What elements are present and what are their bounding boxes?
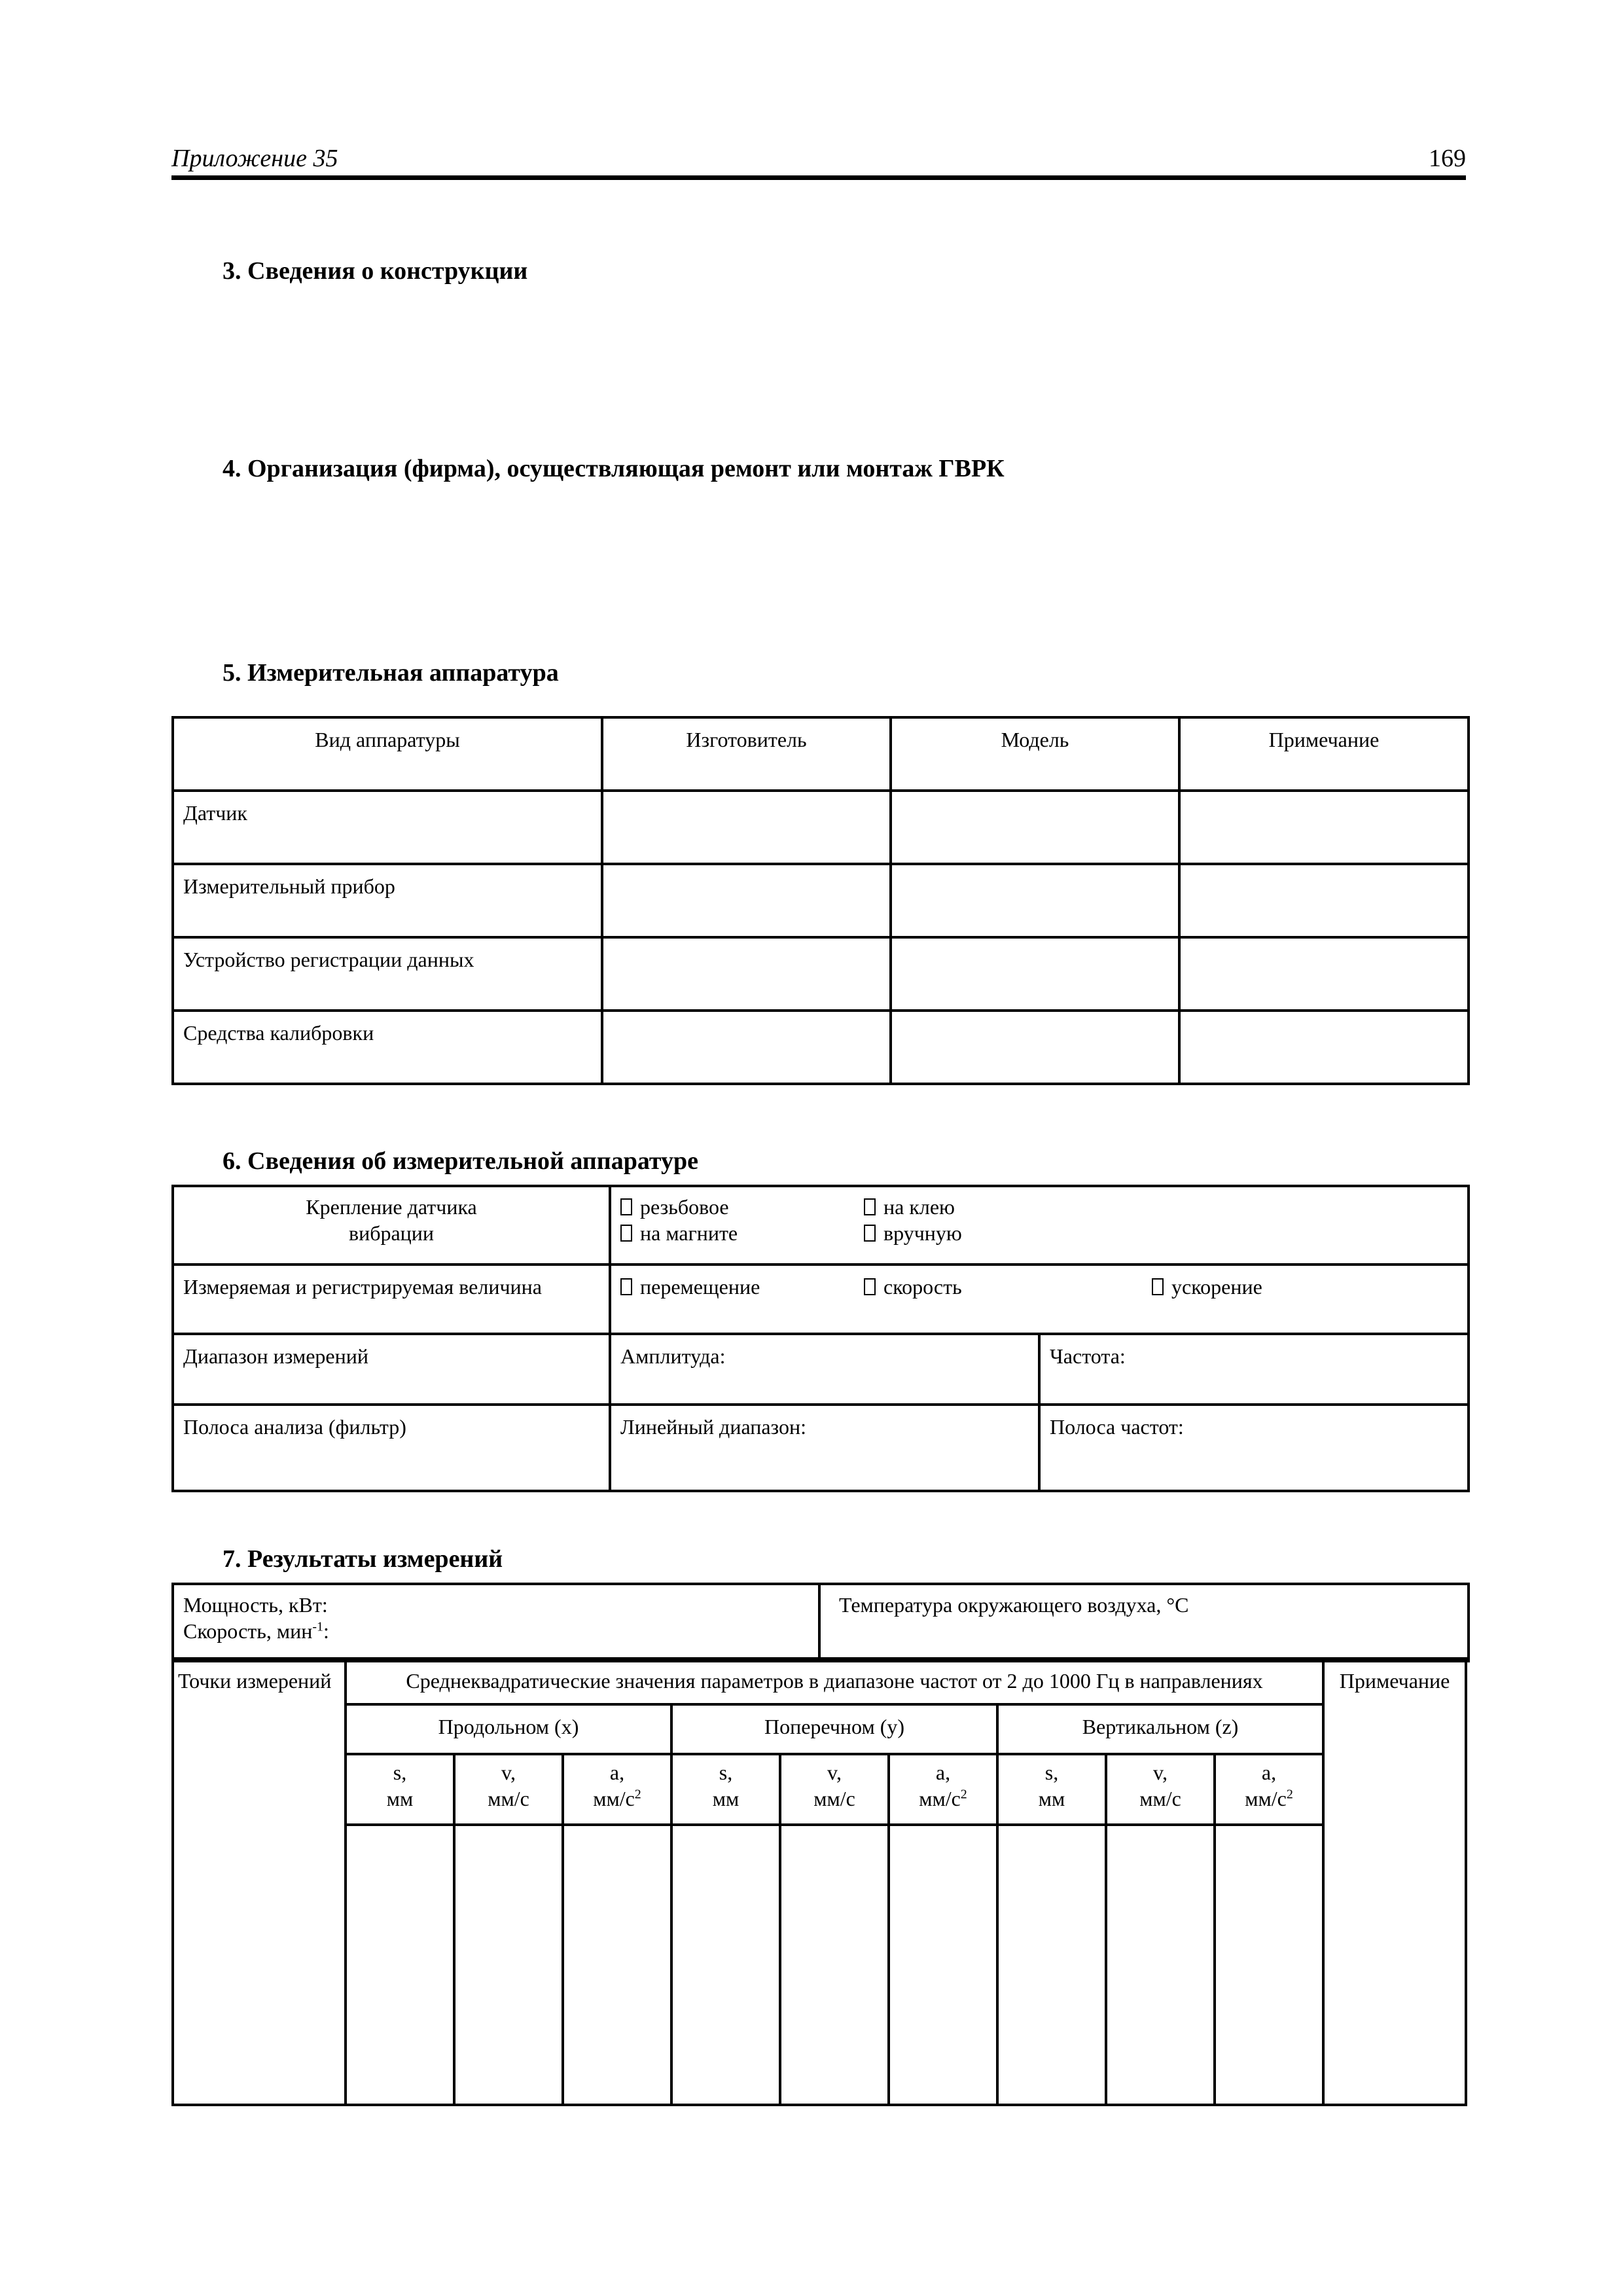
frequency-field[interactable]: Частота:	[1039, 1334, 1469, 1405]
range-label: Диапазон измерений	[173, 1334, 610, 1405]
freq-band-field[interactable]: Полоса частот:	[1039, 1405, 1469, 1491]
header-rule	[171, 175, 1466, 180]
page-number: 169	[1429, 145, 1466, 172]
option-acceleration[interactable]: ускорение	[1152, 1274, 1262, 1300]
checkbox-icon[interactable]	[864, 1225, 876, 1242]
value-cell[interactable]	[997, 1825, 1106, 2105]
section-7-heading: 7. Результаты измерений	[223, 1545, 503, 1573]
quantity-label: Измеряемая и регистрируемая величина	[173, 1265, 610, 1334]
value-cell[interactable]	[346, 1825, 454, 2105]
col-manufacturer: Изготовитель	[602, 717, 891, 791]
param-s: s, мм	[346, 1754, 454, 1825]
option-glue[interactable]: на клею	[864, 1194, 955, 1220]
value-cell[interactable]	[1106, 1825, 1215, 2105]
appendix-title: Приложение 35	[171, 145, 338, 172]
results-table	[171, 1657, 1467, 2106]
row-calibration: Средства калибровки	[173, 1011, 602, 1084]
data-entry-row	[173, 1825, 1466, 2105]
table-row	[173, 1011, 1469, 1084]
table-row	[173, 937, 1469, 1011]
param-a: a, $мм/с^2$	[1215, 1754, 1323, 1825]
param-s: s, мм	[671, 1754, 780, 1825]
cell-model[interactable]	[891, 1011, 1179, 1084]
row-sensor: Датчик	[173, 791, 602, 864]
col-model: Модель	[891, 717, 1179, 791]
option-velocity[interactable]: скорость	[864, 1274, 962, 1300]
rms-label: Среднеквадратические значения параметров в диапазоне частот от 2 до 1000 Гц в направлениях	[346, 1659, 1323, 1704]
value-cell[interactable]	[1215, 1825, 1323, 2105]
col-note: Примечание	[1179, 717, 1469, 791]
value-cell[interactable]	[671, 1825, 780, 2105]
checkbox-icon[interactable]	[864, 1198, 876, 1215]
temperature-cell[interactable]: Температура окружающего воздуха, °С	[819, 1584, 1469, 1661]
cell-note[interactable]	[1179, 937, 1469, 1011]
note-label: Примечание	[1323, 1659, 1466, 2105]
equipment-info-table	[171, 1185, 1470, 1492]
mount-options	[610, 1186, 1469, 1265]
conditions-table	[171, 1583, 1470, 1662]
power-speed-cell[interactable]	[173, 1584, 819, 1661]
checkbox-icon[interactable]	[864, 1278, 876, 1295]
equipment-header-row	[173, 717, 1469, 791]
direction-y: Поперечном (y)	[671, 1704, 997, 1754]
linear-range-field[interactable]: Линейный диапазон:	[610, 1405, 1039, 1491]
row-recorder: Устройство регистрации данных	[173, 937, 602, 1011]
value-cell[interactable]	[454, 1825, 563, 2105]
checkbox-icon[interactable]	[620, 1225, 632, 1242]
table-row	[173, 791, 1469, 864]
cell-manufacturer[interactable]	[602, 864, 891, 937]
option-displacement[interactable]: перемещение	[620, 1274, 760, 1300]
param-s: s, мм	[997, 1754, 1106, 1825]
equipment-table	[171, 716, 1470, 1085]
cell-note[interactable]	[1179, 791, 1469, 864]
quantity-options	[610, 1265, 1469, 1334]
param-v: v, мм/с	[454, 1754, 563, 1825]
row-instrument: Измерительный прибор	[173, 864, 602, 937]
option-manual[interactable]: вручную	[864, 1220, 962, 1246]
checkbox-icon[interactable]	[1152, 1278, 1164, 1295]
points-label: Точки измерений	[173, 1659, 346, 2105]
param-a: a, $мм/с^2$	[563, 1754, 671, 1825]
param-v: v, мм/с	[1106, 1754, 1215, 1825]
section-3-heading: 3. Сведения о конструкции	[223, 257, 528, 285]
section-6-heading: 6. Сведения об измерительной аппаратуре	[223, 1147, 699, 1175]
band-label: Полоса анализа (фильтр)	[173, 1405, 610, 1491]
option-threaded[interactable]: резьбовое	[620, 1194, 729, 1220]
cell-note[interactable]	[1179, 1011, 1469, 1084]
param-header-row	[173, 1754, 1466, 1825]
section-4-heading: 4. Организация (фирма), осуществляющая ремонт или монтаж ГВРК	[223, 455, 1005, 482]
value-cell[interactable]	[889, 1825, 997, 2105]
mount-label: Крепление датчика вибрации	[173, 1186, 610, 1265]
cell-manufacturer[interactable]	[602, 1011, 891, 1084]
cell-model[interactable]	[891, 937, 1179, 1011]
param-v: v, мм/с	[780, 1754, 889, 1825]
speed-label: Скорость, мин$^{-1}$:	[183, 1619, 329, 1643]
cell-model[interactable]	[891, 864, 1179, 937]
cell-note[interactable]	[1179, 864, 1469, 937]
amplitude-field[interactable]: Амплитуда:	[610, 1334, 1039, 1405]
checkbox-icon[interactable]	[620, 1198, 632, 1215]
col-equipment-type: Вид аппаратуры	[173, 717, 602, 791]
checkbox-icon[interactable]	[620, 1278, 632, 1295]
power-label: Мощность, кВт:	[183, 1593, 328, 1617]
value-cell[interactable]	[563, 1825, 671, 2105]
value-cell[interactable]	[780, 1825, 889, 2105]
section-5-heading: 5. Измерительная аппаратура	[223, 659, 559, 687]
table-row	[173, 864, 1469, 937]
cell-model[interactable]	[891, 791, 1179, 864]
direction-z: Вертикальном (z)	[997, 1704, 1323, 1754]
param-a: a, $мм/с^2$	[889, 1754, 997, 1825]
option-magnet[interactable]: на магните	[620, 1220, 738, 1246]
cell-manufacturer[interactable]	[602, 937, 891, 1011]
direction-x: Продольном (x)	[346, 1704, 671, 1754]
cell-manufacturer[interactable]	[602, 791, 891, 864]
